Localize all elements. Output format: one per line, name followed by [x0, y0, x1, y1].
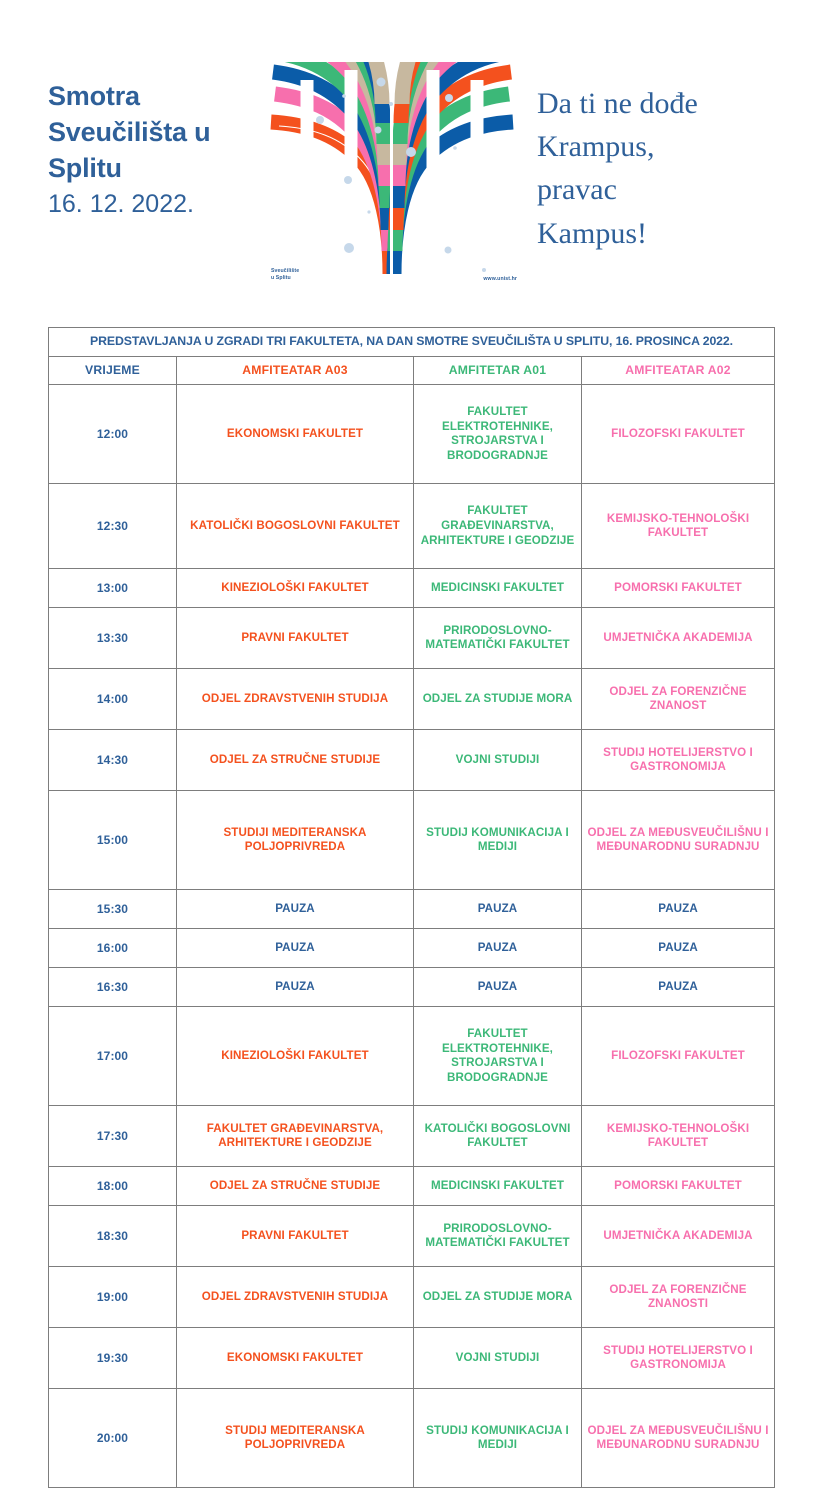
cell-amfiteatar-a03: KINEZIOLOŠKI FAKULTET [177, 1007, 414, 1106]
cell-amfiteatar-a02: KEMIJSKO-TEHNOLOŠKI FAKULTET [582, 484, 775, 569]
cell-time: 13:30 [49, 608, 177, 669]
unist-logo [263, 62, 521, 287]
cell-amfiteatar-a02: STUDIJ HOTELIJERSTVO I GASTRONOMIJA [582, 730, 775, 791]
schedule-table-body [49, 385, 775, 1488]
schedule-table-container [48, 327, 774, 1488]
schedule-table [48, 327, 775, 1488]
logo-caption-line-2: u Splitu [271, 275, 291, 282]
unist-book-logo-icon [263, 62, 521, 287]
cell-amfiteatar-a02: POMORSKI FAKULTET [582, 569, 775, 608]
table-row [49, 1167, 775, 1206]
cell-amfiteatar-a03: PAUZA [177, 929, 414, 968]
cell-amfiteatar-a02: UMJETNIČKA AKADEMIJA [582, 608, 775, 669]
cell-time: 12:00 [49, 385, 177, 484]
cell-amfiteatar-a02: PAUZA [582, 968, 775, 1007]
event-title-line-1: Smotra [48, 81, 140, 111]
table-row [49, 608, 775, 669]
table-row [49, 730, 775, 791]
cell-amfiteatar-a01: FAKULTET GRAĐEVINARSTVA, ARHITEKTURE I GEODZIJE [414, 484, 582, 569]
cell-time: 16:30 [49, 968, 177, 1007]
column-header-amfiteatar-a01: AMFITETAR A01 [414, 356, 582, 385]
cell-time: 13:00 [49, 569, 177, 608]
cell-amfiteatar-a01: PAUZA [414, 968, 582, 1007]
cell-amfiteatar-a01: VOJNI STUDIJI [414, 1328, 582, 1389]
logo-center-gap [390, 62, 393, 287]
cell-amfiteatar-a03: PAUZA [177, 890, 414, 929]
cell-time: 14:30 [49, 730, 177, 791]
cell-amfiteatar-a01: MEDICINSKI FAKULTET [414, 569, 582, 608]
slogan-line-4: Kampus! [537, 216, 647, 250]
cell-amfiteatar-a03: ODJEL ZDRAVSTVENIH STUDIJA [177, 669, 414, 730]
cell-amfiteatar-a01: FAKULTET ELEKTROTEHNIKE, STROJARSTVA I BRODOGRADNJE [414, 1007, 582, 1106]
cell-time: 16:00 [49, 929, 177, 968]
logo-caption [271, 268, 299, 283]
table-row [49, 1206, 775, 1267]
slogan-line-2: Krampus, [537, 130, 655, 164]
cell-amfiteatar-a03: ODJEL ZDRAVSTVENIH STUDIJA [177, 1267, 414, 1328]
event-title-line-3: Splitu [48, 153, 122, 184]
cell-amfiteatar-a02: FILOZOFSKI FAKULTET [582, 385, 775, 484]
cell-amfiteatar-a03: STUDIJI MEDITERANSKA POLJOPRIVREDA [177, 791, 414, 890]
cell-time: 15:30 [49, 890, 177, 929]
cell-amfiteatar-a01: PRIRODOSLOVNO-MATEMATIČKI FAKULTET [414, 1206, 582, 1267]
table-banner: PREDSTAVLJANJA U ZGRADI TRI FAKULTETA, NA DAN SMOTRE SVEUČILIŠTA U SPLITU, 16. PROSINCA 2022. [49, 328, 775, 357]
table-row [49, 1389, 775, 1488]
cell-amfiteatar-a01: STUDIJ KOMUNIKACIJA I MEDIJI [414, 1389, 582, 1488]
cell-amfiteatar-a03: EKONOMSKI FAKULTET [177, 385, 414, 484]
cell-amfiteatar-a02: ODJEL ZA MEĐUSVEUČILIŠNU I MEĐUNARODNU SURADNJU [582, 791, 775, 890]
cell-amfiteatar-a02: POMORSKI FAKULTET [582, 1167, 775, 1206]
column-header-amfiteatar-a03: AMFITEATAR A03 [177, 356, 414, 385]
event-date: 16. 12. 2022. [48, 189, 194, 218]
cell-amfiteatar-a03: ODJEL ZA STRUČNE STUDIJE [177, 1167, 414, 1206]
event-title-block [48, 60, 263, 221]
cell-amfiteatar-a01: PAUZA [414, 890, 582, 929]
cell-amfiteatar-a02: UMJETNIČKA AKADEMIJA [582, 1206, 775, 1267]
cell-amfiteatar-a02: ODJEL ZA FORENZIČNE ZNANOST [582, 669, 775, 730]
poster-header [0, 0, 814, 290]
logo-left-fan [263, 62, 390, 277]
slogan-line-1: Da ti ne dođe [537, 87, 698, 120]
cell-time: 17:30 [49, 1106, 177, 1167]
table-header-row [49, 356, 775, 385]
cell-amfiteatar-a02: KEMIJSKO-TEHNOLOŠKI FAKULTET [582, 1106, 775, 1167]
table-row [49, 890, 775, 929]
slogan-block [521, 60, 774, 255]
cell-time: 19:00 [49, 1267, 177, 1328]
cell-amfiteatar-a03: PRAVNI FAKULTET [177, 608, 414, 669]
cell-time: 20:00 [49, 1389, 177, 1488]
cell-amfiteatar-a01: PRIRODOSLOVNO-MATEMATIČKI FAKULTET [414, 608, 582, 669]
cell-amfiteatar-a02: PAUZA [582, 890, 775, 929]
cell-time: 17:00 [49, 1007, 177, 1106]
table-row [49, 484, 775, 569]
cell-time: 18:00 [49, 1167, 177, 1206]
table-row [49, 791, 775, 890]
cell-amfiteatar-a01: STUDIJ KOMUNIKACIJA I MEDIJI [414, 791, 582, 890]
cell-amfiteatar-a02: FILOZOFSKI FAKULTET [582, 1007, 775, 1106]
cell-time: 19:30 [49, 1328, 177, 1389]
table-row [49, 669, 775, 730]
event-title-line-2: Sveučilišta u [48, 117, 211, 148]
table-row [49, 385, 775, 484]
cell-amfiteatar-a01: ODJEL ZA STUDIJE MORA [414, 1267, 582, 1328]
table-row [49, 929, 775, 968]
column-header-vrijeme: VRIJEME [49, 356, 177, 385]
cell-amfiteatar-a02: STUDIJ HOTELIJERSTVO I GASTRONOMIJA [582, 1328, 775, 1389]
cell-amfiteatar-a03: PAUZA [177, 968, 414, 1007]
cell-amfiteatar-a03: KATOLIČKI BOGOSLOVNI FAKULTET [177, 484, 414, 569]
table-row [49, 1106, 775, 1167]
cell-amfiteatar-a01: VOJNI STUDIJI [414, 730, 582, 791]
cell-amfiteatar-a03: ODJEL ZA STRUČNE STUDIJE [177, 730, 414, 791]
logo-right-fan [394, 62, 521, 277]
cell-time: 18:30 [49, 1206, 177, 1267]
slogan-line-3: pravac [537, 173, 617, 207]
cell-amfiteatar-a02: PAUZA [582, 929, 775, 968]
table-row [49, 1328, 775, 1389]
column-header-amfiteatar-a02: AMFITEATAR A02 [582, 356, 775, 385]
cell-amfiteatar-a01: KATOLIČKI BOGOSLOVNI FAKULTET [414, 1106, 582, 1167]
cell-amfiteatar-a03: STUDIJ MEDITERANSKA POLJOPRIVREDA [177, 1389, 414, 1488]
cell-amfiteatar-a03: KINEZIOLOŠKI FAKULTET [177, 569, 414, 608]
table-banner-row [49, 328, 775, 357]
cell-time: 15:00 [49, 791, 177, 890]
table-row [49, 1007, 775, 1106]
table-row [49, 569, 775, 608]
cell-time: 14:00 [49, 669, 177, 730]
table-row [49, 968, 775, 1007]
schedule-table-head [49, 328, 775, 385]
cell-amfiteatar-a01: PAUZA [414, 929, 582, 968]
cell-amfiteatar-a03: PRAVNI FAKULTET [177, 1206, 414, 1267]
cell-amfiteatar-a03: FAKULTET GRAĐEVINARSTVA, ARHITEKTURE I GEODZIJE [177, 1106, 414, 1167]
cell-amfiteatar-a01: FAKULTET ELEKTROTEHNIKE, STROJARSTVA I BRODOGRADNJE [414, 385, 582, 484]
table-row [49, 1267, 775, 1328]
cell-amfiteatar-a03: EKONOMSKI FAKULTET [177, 1328, 414, 1389]
cell-time: 12:30 [49, 484, 177, 569]
logo-website-url[interactable]: www.unist.hr [483, 276, 517, 282]
cell-amfiteatar-a01: MEDICINSKI FAKULTET [414, 1167, 582, 1206]
cell-amfiteatar-a02: ODJEL ZA FORENZIČNE ZNANOSTI [582, 1267, 775, 1328]
cell-amfiteatar-a02: ODJEL ZA MEĐUSVEUČILIŠNU I MEĐUNARODNU SURADNJU [582, 1389, 775, 1488]
logo-caption-line-1: Sveučilište [271, 267, 300, 274]
cell-amfiteatar-a01: ODJEL ZA STUDIJE MORA [414, 669, 582, 730]
